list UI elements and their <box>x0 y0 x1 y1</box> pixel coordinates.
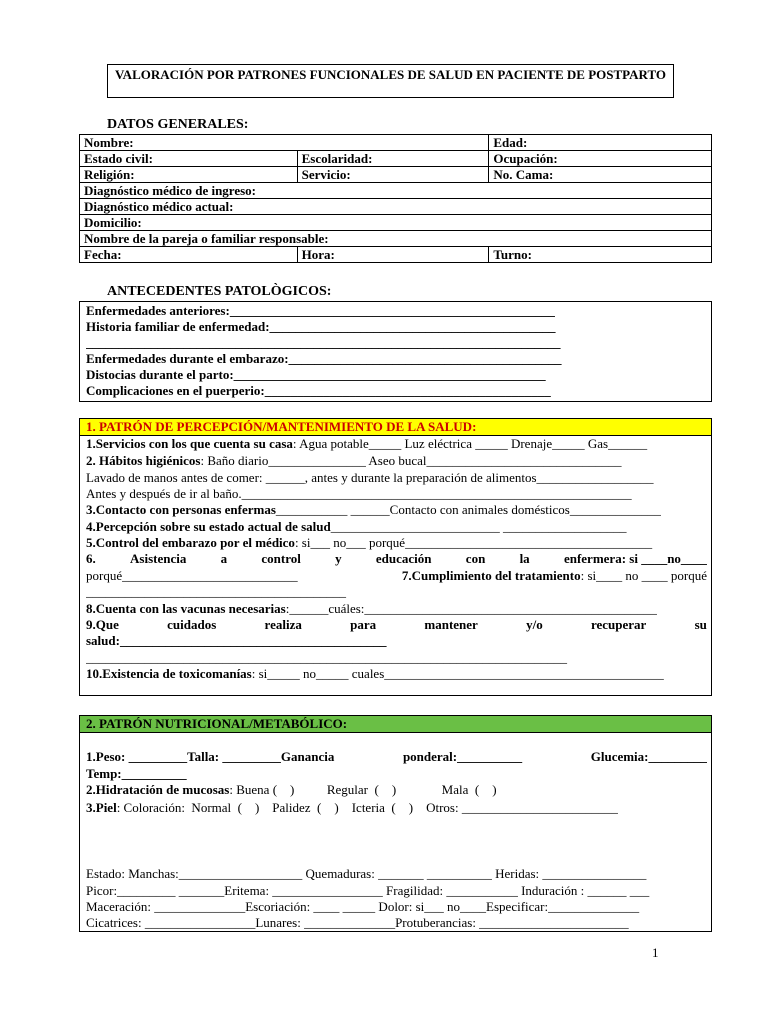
table-row <box>80 247 712 263</box>
historia-familiar[interactable]: Historia familiar de enfermedad:____________________________________________ <box>86 319 556 334</box>
table-row <box>80 167 712 183</box>
despues-bano[interactable]: Antes y después de ir al baño.____________________________________________________________ <box>86 486 632 501</box>
control-embarazo[interactable]: 5.Control del embarazo por el médico: si___ no___ porqué______________________________________ <box>86 535 653 550</box>
field-domicilio[interactable]: Domicilio: <box>80 215 712 231</box>
salud-blank-line[interactable]: __________________________________________________________________________ <box>86 650 567 665</box>
peso-talla-glucemia[interactable]: 1.Peso: _________Talla: _________Ganancia ponderal:__________ Glucemia:_________ <box>86 749 707 764</box>
datos-generales-heading: DATOS GENERALES: <box>107 117 249 132</box>
table-row <box>80 183 712 199</box>
vacunas[interactable]: 8.Cuenta con las vacunas necesarias:______cuáles:_____________________________________________ <box>86 601 657 616</box>
cicatrices-lunares[interactable]: Cicatrices: _________________Lunares: ______________Protuberancias: _______________________ <box>86 915 629 930</box>
field-fecha[interactable]: Fecha: <box>80 247 298 263</box>
contacto-enfermos[interactable]: 3.Contacto con personas enfermas___________ ______Contacto con animales domésticos______________ <box>86 502 661 517</box>
field-turno[interactable]: Turno: <box>489 247 712 263</box>
antecedentes-heading: ANTECEDENTES PATOLÒGICOS: <box>107 284 332 299</box>
porque-blank-line[interactable]: ________________________________________ <box>86 584 346 599</box>
field-religion[interactable]: Religión: <box>80 167 298 183</box>
field-escolaridad[interactable]: Escolaridad: <box>297 151 489 167</box>
table-row <box>80 231 712 247</box>
field-pareja-familiar[interactable]: Nombre de la pareja o familiar responsable: <box>80 231 712 247</box>
cuidados-salud[interactable]: 9.Que cuidados realiza para mantener y/o recuperar su <box>86 617 707 632</box>
toxicomanias[interactable]: 10.Existencia de toxicomanías: si_____ no_____ cuales___________________________________________ <box>86 666 664 681</box>
salud-line[interactable]: salud:_________________________________________ <box>86 633 387 648</box>
picor-eritema[interactable]: Picor:_________ _______Eritema: _________________ Fragilidad: ___________ Induración : ______ ___ <box>86 883 650 898</box>
field-hora[interactable]: Hora: <box>297 247 489 263</box>
enfermedades-anteriores[interactable]: Enfermedades anteriores:__________________________________________________ <box>86 303 555 318</box>
lavado-manos[interactable]: Lavado de manos antes de comer: ______, antes y durante la preparación de alimentos__________________ <box>86 470 654 485</box>
patron1-header: 1. PATRÓN DE PERCEPCIÓN/MANTENIMIENTO DE LA SALUD: <box>80 419 711 436</box>
servicios-casa[interactable]: 1.Servicios con los que cuenta su casa: Agua potable_____ Luz eléctrica _____ Drenaje_____ Gas______ <box>86 436 648 451</box>
asistencia-control[interactable]: 6. Asistencia a control y educación con la enfermera: si ____no____ <box>86 551 707 566</box>
percepcion-salud[interactable]: 4.Percepción sobre su estado actual de salud__________________________ ___________________ <box>86 519 627 534</box>
table-row <box>80 135 712 151</box>
field-diagnostico-actual[interactable]: Diagnóstico médico actual: <box>80 199 712 215</box>
field-nombre[interactable]: Nombre: <box>80 135 489 151</box>
antecedentes-box <box>79 301 712 402</box>
distocias-parto[interactable]: Distocias durante el parto:________________________________________________ <box>86 367 546 382</box>
table-row <box>80 151 712 167</box>
table-row <box>80 199 712 215</box>
page-number: 1 <box>652 945 659 960</box>
form-title: VALORACIÓN POR PATRONES FUNCIONALES DE SALUD EN PACIENTE DE POSTPARTO <box>107 64 674 98</box>
field-ocupacion[interactable]: Ocupación: <box>489 151 712 167</box>
cumplimiento-tratamiento[interactable]: porqué___________________________ 7.Cumplimiento del tratamiento: si____ no ____ porqué <box>86 568 707 583</box>
field-estado-civil[interactable]: Estado civil: <box>80 151 298 167</box>
patron1-box <box>79 418 712 696</box>
field-servicio[interactable]: Servicio: <box>297 167 489 183</box>
complicaciones-puerperio[interactable]: Complicaciones en el puerperio:____________________________________________ <box>86 383 551 398</box>
field-diagnostico-ingreso[interactable]: Diagnóstico médico de ingreso: <box>80 183 712 199</box>
habitos-higienicos[interactable]: 2. Hábitos higiénicos: Baño diario_______________ Aseo bucal______________________________ <box>86 453 622 468</box>
datos-generales-table <box>79 134 712 263</box>
antecedentes-blank-line[interactable]: _________________________________________________________________________ <box>86 335 561 350</box>
hidratacion-mucosas[interactable]: 2.Hidratación de mucosas: Buena ( ) Regular ( ) Mala ( ) <box>86 782 497 797</box>
maceracion-dolor[interactable]: Maceración: ______________Escoriación: ____ _____ Dolor: si___ no____Especificar:______________ <box>86 899 640 914</box>
field-no-cama[interactable]: No. Cama: <box>489 167 712 183</box>
piel-coloracion[interactable]: 3.Piel: Coloración: Normal ( ) Palidez ( ) Icteria ( ) Otros: ________________________ <box>86 800 618 815</box>
estado-manchas[interactable]: Estado: Manchas:___________________ Quemaduras: _______ __________ Heridas: ________________ <box>86 866 647 881</box>
patron2-header: 2. PATRÓN NUTRICIONAL/METABÓLICO: <box>80 716 711 733</box>
temperatura[interactable]: Temp:__________ <box>86 766 187 781</box>
patron2-box <box>79 715 712 932</box>
field-edad[interactable]: Edad: <box>489 135 712 151</box>
enfermedades-embarazo[interactable]: Enfermedades durante el embarazo:__________________________________________ <box>86 351 562 366</box>
table-row <box>80 215 712 231</box>
